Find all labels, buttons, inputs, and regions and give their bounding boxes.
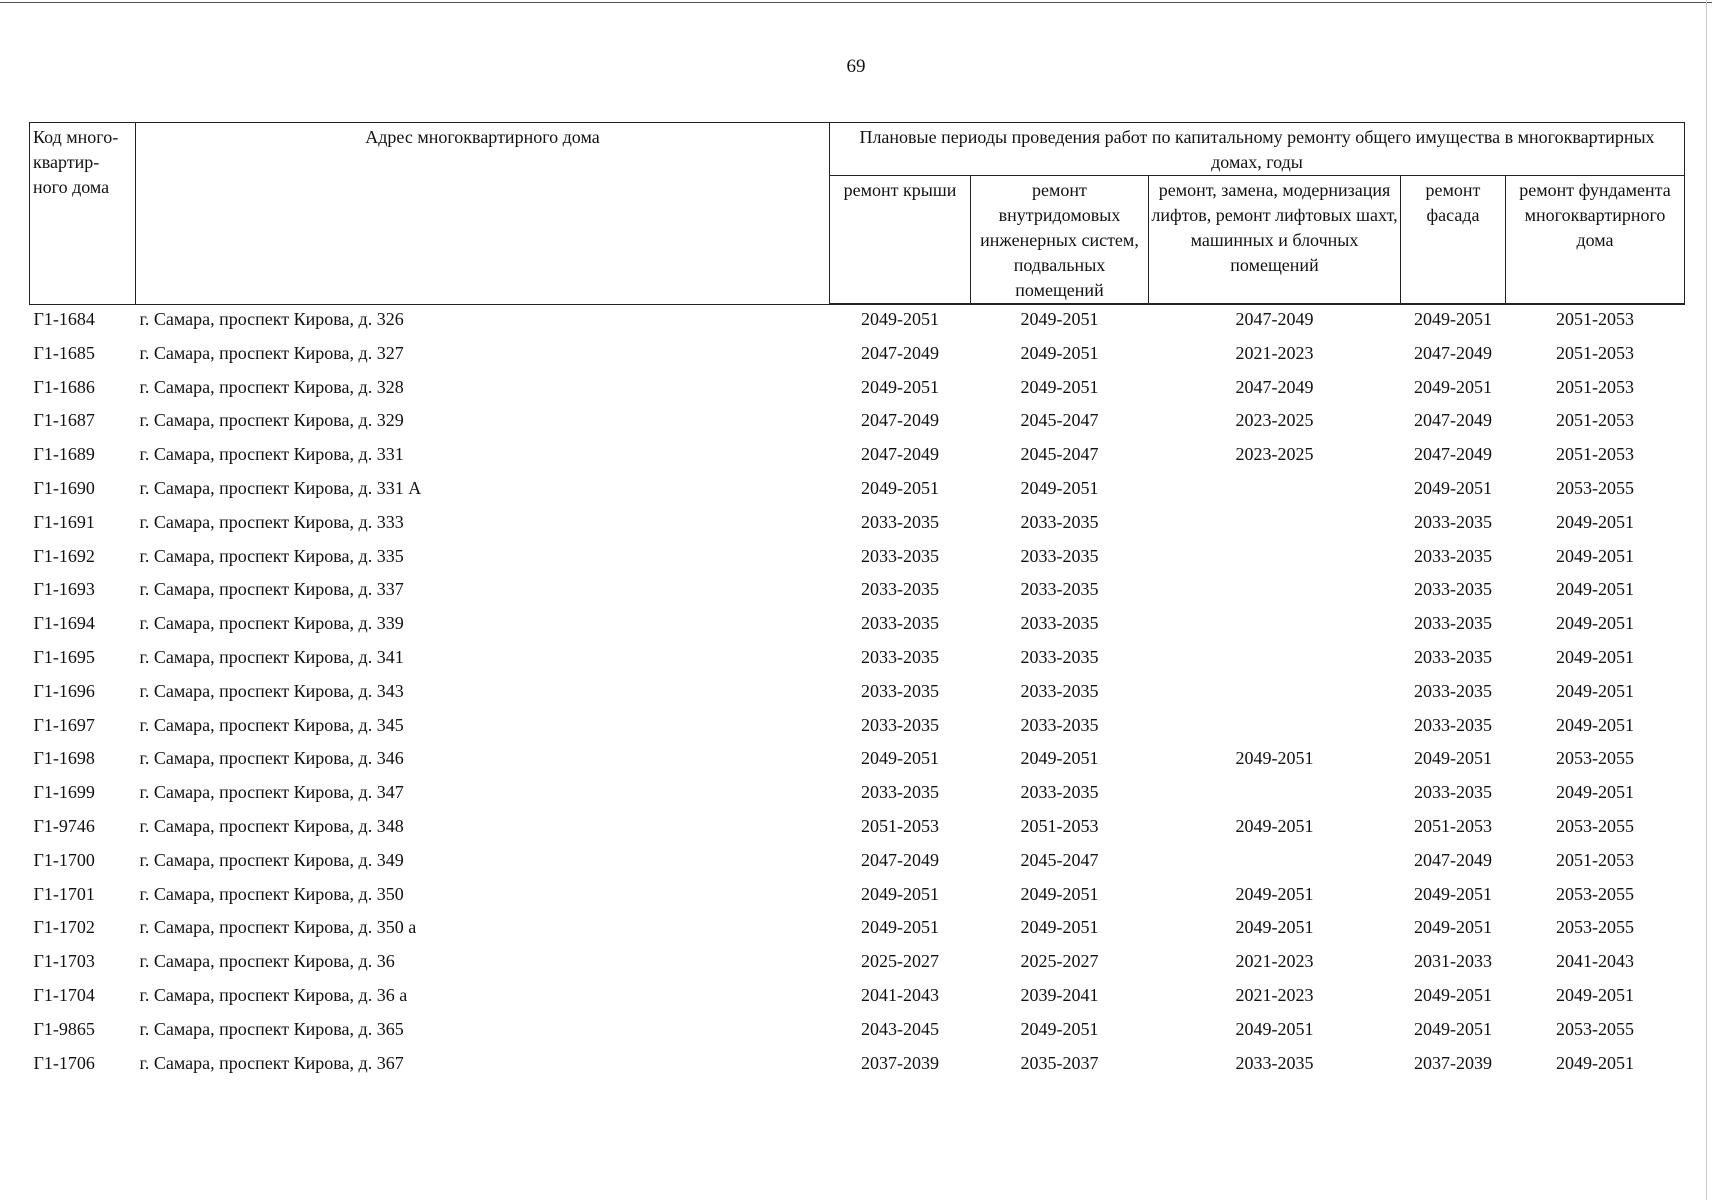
cell-roof: 2049-2051 [861, 309, 939, 329]
cell-code: Г1-1704 [33, 984, 95, 1005]
cell-address: г. Самара, проспект Кирова, д. 326 [139, 308, 404, 329]
cell-elevators: 2047-2049 [1235, 376, 1314, 397]
cell-systems: 2051-2053 [1020, 815, 1099, 836]
cell-facade: 2033-2035 [1414, 782, 1492, 803]
cell-code: Г1-1690 [33, 477, 95, 498]
cell-systems: 2033-2035 [1020, 646, 1099, 667]
cell-facade: 2049-2051 [1414, 984, 1492, 1005]
cell-roof: 2047-2049 [861, 444, 939, 465]
cell-facade: 2051-2053 [1414, 815, 1492, 836]
cell-roof: 2033-2035 [861, 511, 939, 532]
cell-facade: 2037-2039 [1414, 1052, 1492, 1073]
cell-systems: 2045-2047 [1020, 444, 1099, 465]
cell-systems: 2039-2041 [1020, 984, 1099, 1005]
table-row [30, 410, 1685, 444]
table-row [30, 647, 1685, 681]
cell-systems: 2049-2051 [1020, 1018, 1099, 1039]
table-row [30, 782, 1685, 816]
cell-facade: 2047-2049 [1414, 444, 1492, 465]
cell-roof: 2047-2049 [861, 410, 939, 431]
cell-facade: 2047-2049 [1414, 849, 1492, 870]
cell-roof: 2049-2051 [861, 917, 939, 938]
cell-foundation: 2049-2051 [1556, 545, 1634, 566]
cell-roof: 2033-2035 [861, 680, 939, 701]
cell-address: г. Самара, проспект Кирова, д. 349 [139, 849, 404, 870]
cell-code: Г1-1702 [33, 917, 95, 938]
cell-code: Г1-1706 [33, 1052, 95, 1073]
cell-address: г. Самара, проспект Кирова, д. 333 [139, 511, 404, 532]
table-row [30, 681, 1685, 715]
table-row [30, 1019, 1685, 1053]
cell-elevators: 2021-2023 [1235, 342, 1314, 363]
cell-code: Г1-1693 [33, 579, 95, 600]
cell-foundation: 2051-2053 [1556, 444, 1634, 465]
cell-foundation: 2051-2053 [1556, 849, 1634, 870]
cell-elevators: 2033-2035 [1235, 1052, 1314, 1073]
cell-facade: 2033-2035 [1414, 545, 1492, 566]
cell-facade: 2049-2051 [1414, 883, 1492, 904]
cell-foundation: 2049-2051 [1556, 984, 1634, 1005]
cell-roof: 2047-2049 [861, 849, 939, 870]
table-row [30, 579, 1685, 613]
table-row [30, 748, 1685, 782]
cell-elevators [1149, 546, 1401, 580]
cell-elevators: 2021-2023 [1235, 951, 1314, 972]
cell-roof: 2033-2035 [861, 714, 939, 735]
page-top-rule [0, 2, 1712, 3]
cell-foundation: 2051-2053 [1556, 410, 1634, 431]
cell-roof: 2049-2051 [861, 376, 939, 397]
cell-code: Г1-1686 [33, 376, 95, 397]
cell-address: г. Самара, проспект Кирова, д. 331 А [139, 477, 422, 498]
cell-foundation: 2053-2055 [1556, 917, 1634, 938]
cell-elevators: 2021-2023 [1235, 984, 1314, 1005]
cell-elevators [1149, 850, 1401, 884]
cell-systems: 2033-2035 [1020, 613, 1099, 634]
cell-code: Г1-1685 [33, 342, 95, 363]
cell-systems: 2033-2035 [1020, 579, 1099, 600]
cell-systems: 2045-2047 [1020, 849, 1099, 870]
table-row [30, 613, 1685, 647]
header-systems: ремонт внутридомовых инженерных систем, подвальных помещений [971, 176, 1149, 305]
cell-address: г. Самара, проспект Кирова, д. 337 [139, 579, 404, 600]
cell-code: Г1-1697 [33, 714, 95, 735]
table-row [30, 304, 1685, 343]
cell-code: Г1-1696 [33, 680, 95, 701]
cell-code: Г1-1692 [33, 545, 95, 566]
cell-elevators: 2049-2051 [1235, 815, 1314, 836]
cell-address: г. Самара, проспект Кирова, д. 346 [139, 748, 404, 769]
cell-address: г. Самара, проспект Кирова, д. 327 [139, 342, 404, 363]
cell-foundation: 2051-2053 [1556, 309, 1634, 329]
table-row [30, 343, 1685, 377]
cell-systems: 2049-2051 [1020, 342, 1099, 363]
cell-facade: 2049-2051 [1414, 309, 1492, 329]
table-row [30, 850, 1685, 884]
cell-address: г. Самара, проспект Кирова, д. 328 [139, 376, 404, 397]
cell-foundation: 2051-2053 [1556, 376, 1634, 397]
table-header-row [30, 123, 1685, 176]
cell-elevators [1149, 512, 1401, 546]
cell-facade: 2033-2035 [1414, 680, 1492, 701]
cell-foundation: 2053-2055 [1556, 748, 1634, 769]
cell-elevators: 2023-2025 [1235, 444, 1314, 465]
header-facade: ремонт фасада [1401, 176, 1506, 305]
table-row [30, 444, 1685, 478]
cell-elevators [1149, 782, 1401, 816]
cell-systems: 2025-2027 [1020, 951, 1099, 972]
cell-address: г. Самара, проспект Кирова, д. 341 [139, 646, 404, 667]
cell-foundation: 2053-2055 [1556, 815, 1634, 836]
header-periods: Плановые периоды проведения работ по капитальному ремонту общего имущества в многоквартирных домах, годы [830, 123, 1685, 176]
cell-facade: 2033-2035 [1414, 613, 1492, 634]
cell-elevators [1149, 715, 1401, 749]
cell-foundation: 2049-2051 [1556, 579, 1634, 600]
cell-facade: 2049-2051 [1414, 477, 1492, 498]
cell-elevators [1149, 478, 1401, 512]
cell-facade: 2047-2049 [1414, 410, 1492, 431]
header-elevators: ремонт, замена, модернизация лифтов, ремонт лифтовых шахт, машинных и блочных помещений [1149, 176, 1401, 305]
cell-facade: 2049-2051 [1414, 748, 1492, 769]
cell-foundation: 2049-2051 [1556, 511, 1634, 532]
table-row [30, 917, 1685, 951]
table-row [30, 478, 1685, 512]
cell-foundation: 2049-2051 [1556, 782, 1634, 803]
cell-address: г. Самара, проспект Кирова, д. 329 [139, 410, 404, 431]
page-right-edge [1706, 0, 1707, 1200]
cell-elevators [1149, 681, 1401, 715]
header-code: Код много-квартир-ного дома [30, 123, 136, 305]
table-row [30, 985, 1685, 1019]
cell-address: г. Самара, проспект Кирова, д. 36 а [139, 984, 408, 1005]
cell-facade: 2033-2035 [1414, 714, 1492, 735]
cell-roof: 2033-2035 [861, 646, 939, 667]
cell-facade: 2049-2051 [1414, 1018, 1492, 1039]
cell-foundation: 2049-2051 [1556, 613, 1634, 634]
cell-systems: 2033-2035 [1020, 680, 1099, 701]
cell-code: Г1-1699 [33, 782, 95, 803]
cell-facade: 2033-2035 [1414, 579, 1492, 600]
cell-address: г. Самара, проспект Кирова, д. 36 [139, 951, 395, 972]
cell-systems: 2049-2051 [1020, 477, 1099, 498]
table-row [30, 512, 1685, 546]
table-row [30, 951, 1685, 985]
cell-systems: 2049-2051 [1020, 883, 1099, 904]
cell-code: Г1-1695 [33, 646, 95, 667]
cell-facade: 2049-2051 [1414, 376, 1492, 397]
table-row [30, 884, 1685, 918]
table-body [30, 304, 1685, 1086]
cell-code: Г1-9746 [33, 815, 95, 836]
cell-systems: 2049-2051 [1020, 309, 1099, 329]
cell-foundation: 2049-2051 [1556, 714, 1634, 735]
cell-systems: 2035-2037 [1020, 1052, 1099, 1073]
cell-elevators [1149, 647, 1401, 681]
cell-roof: 2037-2039 [861, 1052, 939, 1073]
table-row [30, 377, 1685, 411]
cell-roof: 2041-2043 [861, 984, 939, 1005]
cell-roof: 2049-2051 [861, 748, 939, 769]
table-row [30, 546, 1685, 580]
cell-foundation: 2041-2043 [1556, 951, 1634, 972]
cell-code: Г1-1703 [33, 951, 95, 972]
cell-elevators: 2023-2025 [1235, 410, 1314, 431]
cell-address: г. Самара, проспект Кирова, д. 350 а [139, 917, 417, 938]
cell-roof: 2025-2027 [861, 951, 939, 972]
cell-address: г. Самара, проспект Кирова, д. 350 [139, 883, 404, 904]
cell-systems: 2049-2051 [1020, 917, 1099, 938]
cell-systems: 2033-2035 [1020, 714, 1099, 735]
header-address: Адрес многоквартирного дома [136, 123, 830, 305]
cell-facade: 2049-2051 [1414, 917, 1492, 938]
cell-elevators: 2049-2051 [1235, 917, 1314, 938]
cell-address: г. Самара, проспект Кирова, д. 347 [139, 782, 404, 803]
cell-foundation: 2051-2053 [1556, 342, 1634, 363]
cell-roof: 2043-2045 [861, 1018, 939, 1039]
cell-address: г. Самара, проспект Кирова, д. 365 [139, 1018, 404, 1039]
cell-foundation: 2049-2051 [1556, 646, 1634, 667]
cell-systems: 2049-2051 [1020, 748, 1099, 769]
cell-roof: 2033-2035 [861, 613, 939, 634]
cell-roof: 2051-2053 [861, 815, 939, 836]
cell-elevators: 2049-2051 [1235, 748, 1314, 769]
cell-code: Г1-1694 [33, 613, 95, 634]
header-roof: ремонт крыши [830, 176, 971, 305]
cell-facade: 2031-2033 [1414, 951, 1492, 972]
cell-code: Г1-1691 [33, 511, 95, 532]
cell-roof: 2033-2035 [861, 545, 939, 566]
cell-systems: 2033-2035 [1020, 545, 1099, 566]
cell-address: г. Самара, проспект Кирова, д. 367 [139, 1052, 404, 1073]
cell-elevators [1149, 613, 1401, 647]
cell-elevators: 2047-2049 [1235, 309, 1314, 329]
cell-roof: 2047-2049 [861, 342, 939, 363]
cell-code: Г1-1698 [33, 748, 95, 769]
cell-foundation: 2053-2055 [1556, 883, 1634, 904]
page-number: 69 [846, 56, 866, 77]
cell-roof: 2049-2051 [861, 883, 939, 904]
table-row [30, 816, 1685, 850]
header-foundation: ремонт фундамента многоквартирного дома [1506, 176, 1685, 305]
cell-systems: 2033-2035 [1020, 511, 1099, 532]
cell-address: г. Самара, проспект Кирова, д. 331 [139, 444, 404, 465]
cell-foundation: 2049-2051 [1556, 1052, 1634, 1073]
cell-roof: 2033-2035 [861, 579, 939, 600]
table-row [30, 715, 1685, 749]
cell-address: г. Самара, проспект Кирова, д. 335 [139, 545, 404, 566]
cell-code: Г1-1684 [33, 308, 95, 329]
cell-systems: 2049-2051 [1020, 376, 1099, 397]
cell-foundation: 2049-2051 [1556, 680, 1634, 701]
cell-address: г. Самара, проспект Кирова, д. 339 [139, 613, 404, 634]
cell-facade: 2033-2035 [1414, 646, 1492, 667]
table-row [30, 1053, 1685, 1087]
cell-code: Г1-1689 [33, 444, 95, 465]
cell-foundation: 2053-2055 [1556, 1018, 1634, 1039]
cell-roof: 2049-2051 [861, 477, 939, 498]
cell-facade: 2033-2035 [1414, 511, 1492, 532]
repair-schedule-table [29, 122, 1685, 1086]
cell-systems: 2045-2047 [1020, 410, 1099, 431]
cell-roof: 2033-2035 [861, 782, 939, 803]
cell-systems: 2033-2035 [1020, 782, 1099, 803]
cell-address: г. Самара, проспект Кирова, д. 348 [139, 815, 404, 836]
cell-elevators: 2049-2051 [1235, 1018, 1314, 1039]
cell-foundation: 2053-2055 [1556, 477, 1634, 498]
cell-code: Г1-1701 [33, 883, 95, 904]
cell-elevators [1149, 579, 1401, 613]
cell-address: г. Самара, проспект Кирова, д. 345 [139, 714, 404, 735]
cell-elevators: 2049-2051 [1235, 883, 1314, 904]
cell-facade: 2047-2049 [1414, 342, 1492, 363]
cell-code: Г1-1700 [33, 849, 95, 870]
cell-code: Г1-1687 [33, 410, 95, 431]
cell-code: Г1-9865 [33, 1018, 95, 1039]
cell-address: г. Самара, проспект Кирова, д. 343 [139, 680, 404, 701]
